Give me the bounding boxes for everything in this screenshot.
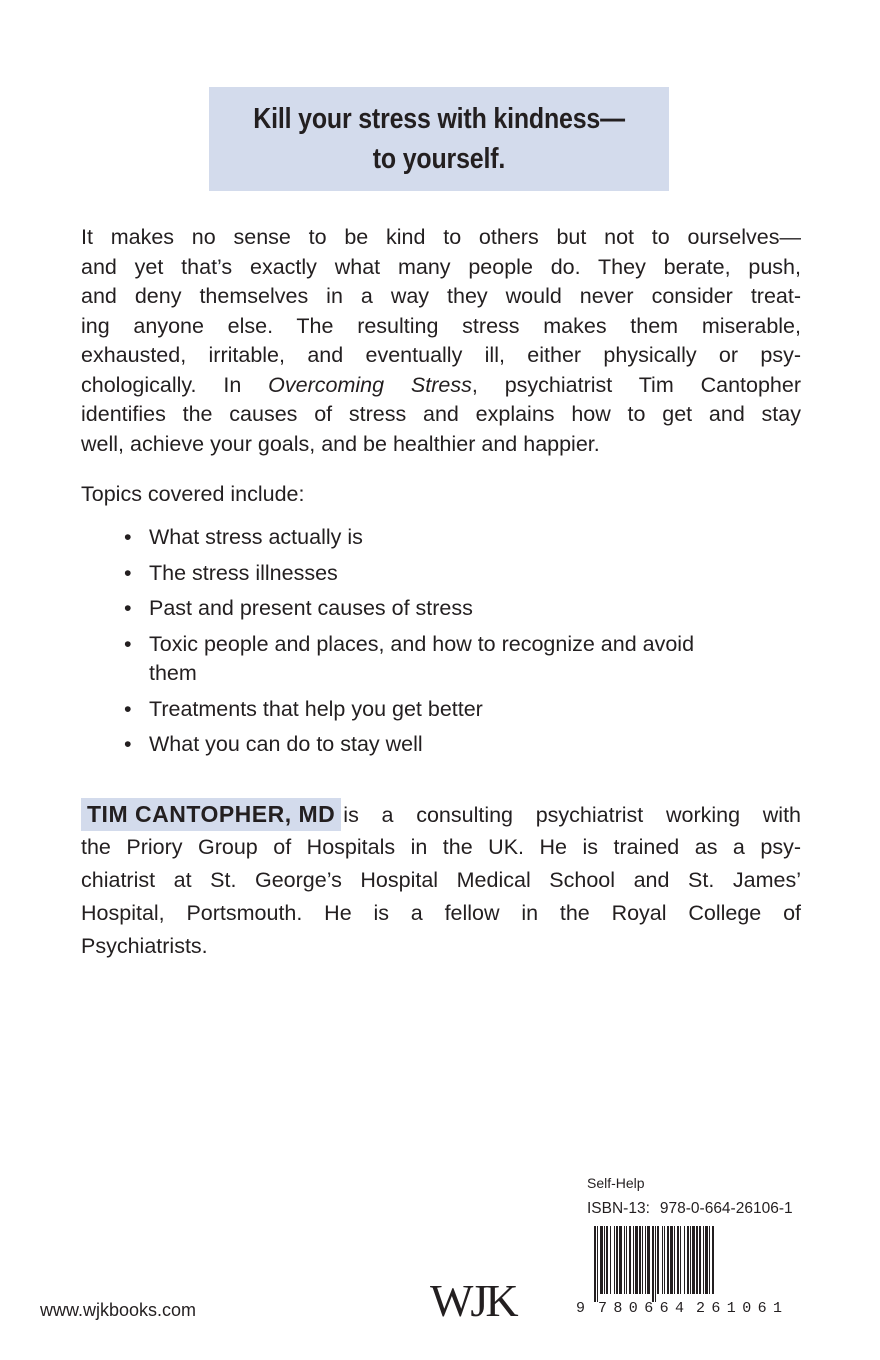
bullet-icon: • — [124, 596, 132, 620]
category-label: Self-Help — [587, 1175, 645, 1191]
description-line: and yet that’s exactly what many people do. They berate, push, — [81, 254, 801, 279]
author-bio-line: the Priory Group of Hospitals in the UK. He is trained as a psy- — [81, 835, 801, 859]
barcode — [572, 1224, 824, 1314]
barcode-bars — [594, 1226, 714, 1302]
isbn — [587, 1200, 793, 1218]
barcode-bar — [642, 1226, 643, 1294]
book-title: Overcoming Stress — [268, 372, 472, 397]
author-bio-line: Psychiatrists. — [81, 934, 208, 958]
description-text: chologically. In — [81, 372, 269, 397]
topic-text: Treatments that help you get better — [149, 696, 483, 721]
list-item — [124, 630, 714, 689]
barcode-bar — [699, 1226, 701, 1294]
publisher-website: www.wjkbooks.com — [40, 1300, 197, 1320]
barcode-bar — [684, 1226, 685, 1294]
bullet-icon: • — [124, 560, 132, 585]
topic-text: Past and present causes of stress — [149, 596, 473, 620]
list-item — [124, 730, 724, 760]
description-line: well, achieve your goals, and be healthier and happier. — [81, 431, 600, 456]
barcode-bar — [667, 1226, 669, 1294]
headline-line-2: to yourself. — [372, 143, 506, 175]
list-item — [124, 559, 724, 589]
barcode-bar — [624, 1226, 625, 1294]
list-item — [124, 523, 724, 553]
barcode-bar — [606, 1226, 608, 1294]
barcode-bar — [639, 1226, 641, 1294]
topics-list — [124, 523, 724, 766]
barcode-bar — [705, 1226, 708, 1294]
barcode-bar — [635, 1226, 638, 1294]
bullet-icon: • — [124, 631, 132, 656]
barcode-bar — [647, 1226, 650, 1294]
bullet-icon: • — [124, 696, 132, 721]
barcode-bar — [597, 1226, 598, 1302]
list-item — [124, 594, 724, 624]
topic-text: The stress illnesses — [149, 560, 338, 585]
barcode-lead-digit: 9 — [576, 1300, 586, 1314]
bullet-icon: • — [124, 525, 132, 549]
author-bio — [81, 798, 801, 963]
description-line: It makes no sense to be kind to others but not to ourselves— — [81, 225, 801, 249]
author-bio-line: chiatrist at St. George’s Hospital Medical School and St. James’ — [81, 868, 801, 892]
description-text: , psychiatrist Tim Cantopher — [471, 372, 801, 397]
author-bio-line: Hospital, Portsmouth. He is a fellow in the Royal College of — [81, 901, 801, 925]
barcode-bar — [629, 1226, 631, 1294]
book-description — [81, 223, 801, 459]
barcode-bar — [674, 1226, 675, 1294]
description-line: ing anyone else. The resulting stress makes them miserable, — [81, 313, 801, 338]
barcode-bar — [670, 1226, 673, 1294]
barcode-bar — [600, 1226, 603, 1294]
barcode-bar — [645, 1226, 646, 1294]
barcode-bar — [703, 1226, 704, 1294]
publisher-logo: WJK — [430, 1275, 516, 1326]
barcode-bar — [692, 1226, 695, 1294]
barcode-bar — [687, 1226, 689, 1294]
topic-text: Toxic people and places, and how to recognize and avoid them — [149, 631, 695, 685]
list-item — [124, 695, 724, 725]
barcode-bar — [680, 1226, 681, 1294]
topic-text: What you can do to stay well — [149, 732, 423, 756]
headline-line-1: Kill your stress with kindness— — [253, 103, 625, 135]
description-line: exhausted, irritable, and eventually ill, either physically or psy- — [81, 343, 801, 367]
description-line: identifies the causes of stress and explains how to get and stay — [81, 402, 801, 426]
description-line-with-title — [81, 371, 801, 401]
author-name: TIM CANTOPHER, MD — [81, 798, 341, 831]
barcode-bar — [657, 1226, 659, 1294]
barcode-bar — [616, 1226, 618, 1294]
barcode-bar — [664, 1226, 665, 1294]
barcode-bar — [633, 1226, 634, 1294]
author-bio-text: is a consulting psychiatrist working with — [343, 803, 801, 827]
barcode-bar — [619, 1226, 622, 1294]
isbn-label: ISBN-13: — [587, 1200, 650, 1217]
headline-banner — [209, 87, 669, 191]
barcode-bar — [662, 1226, 663, 1294]
barcode-digits-group-1: 780664 — [598, 1300, 684, 1314]
barcode-digits-group-2: 261061 — [696, 1300, 782, 1314]
topics-heading: Topics covered include: — [81, 482, 305, 506]
barcode-bar — [677, 1226, 679, 1294]
barcode-bar — [696, 1226, 698, 1294]
barcode-bar — [655, 1226, 656, 1302]
topic-text: What stress actually is — [149, 525, 363, 549]
barcode-bar — [604, 1226, 605, 1294]
barcode-bar — [712, 1226, 714, 1294]
bullet-icon: • — [124, 732, 132, 756]
barcode-bar — [690, 1226, 691, 1294]
barcode-bar — [610, 1226, 611, 1294]
isbn-value: 978-0-664-26106-1 — [659, 1200, 793, 1217]
description-line: and deny themselves in a way they would never consider treat- — [81, 284, 801, 308]
barcode-bar — [594, 1226, 596, 1302]
barcode-bar — [626, 1226, 627, 1294]
barcode-bar — [614, 1226, 615, 1294]
barcode-bar — [652, 1226, 654, 1302]
barcode-bar — [709, 1226, 710, 1294]
author-bio-line-1 — [81, 798, 801, 831]
